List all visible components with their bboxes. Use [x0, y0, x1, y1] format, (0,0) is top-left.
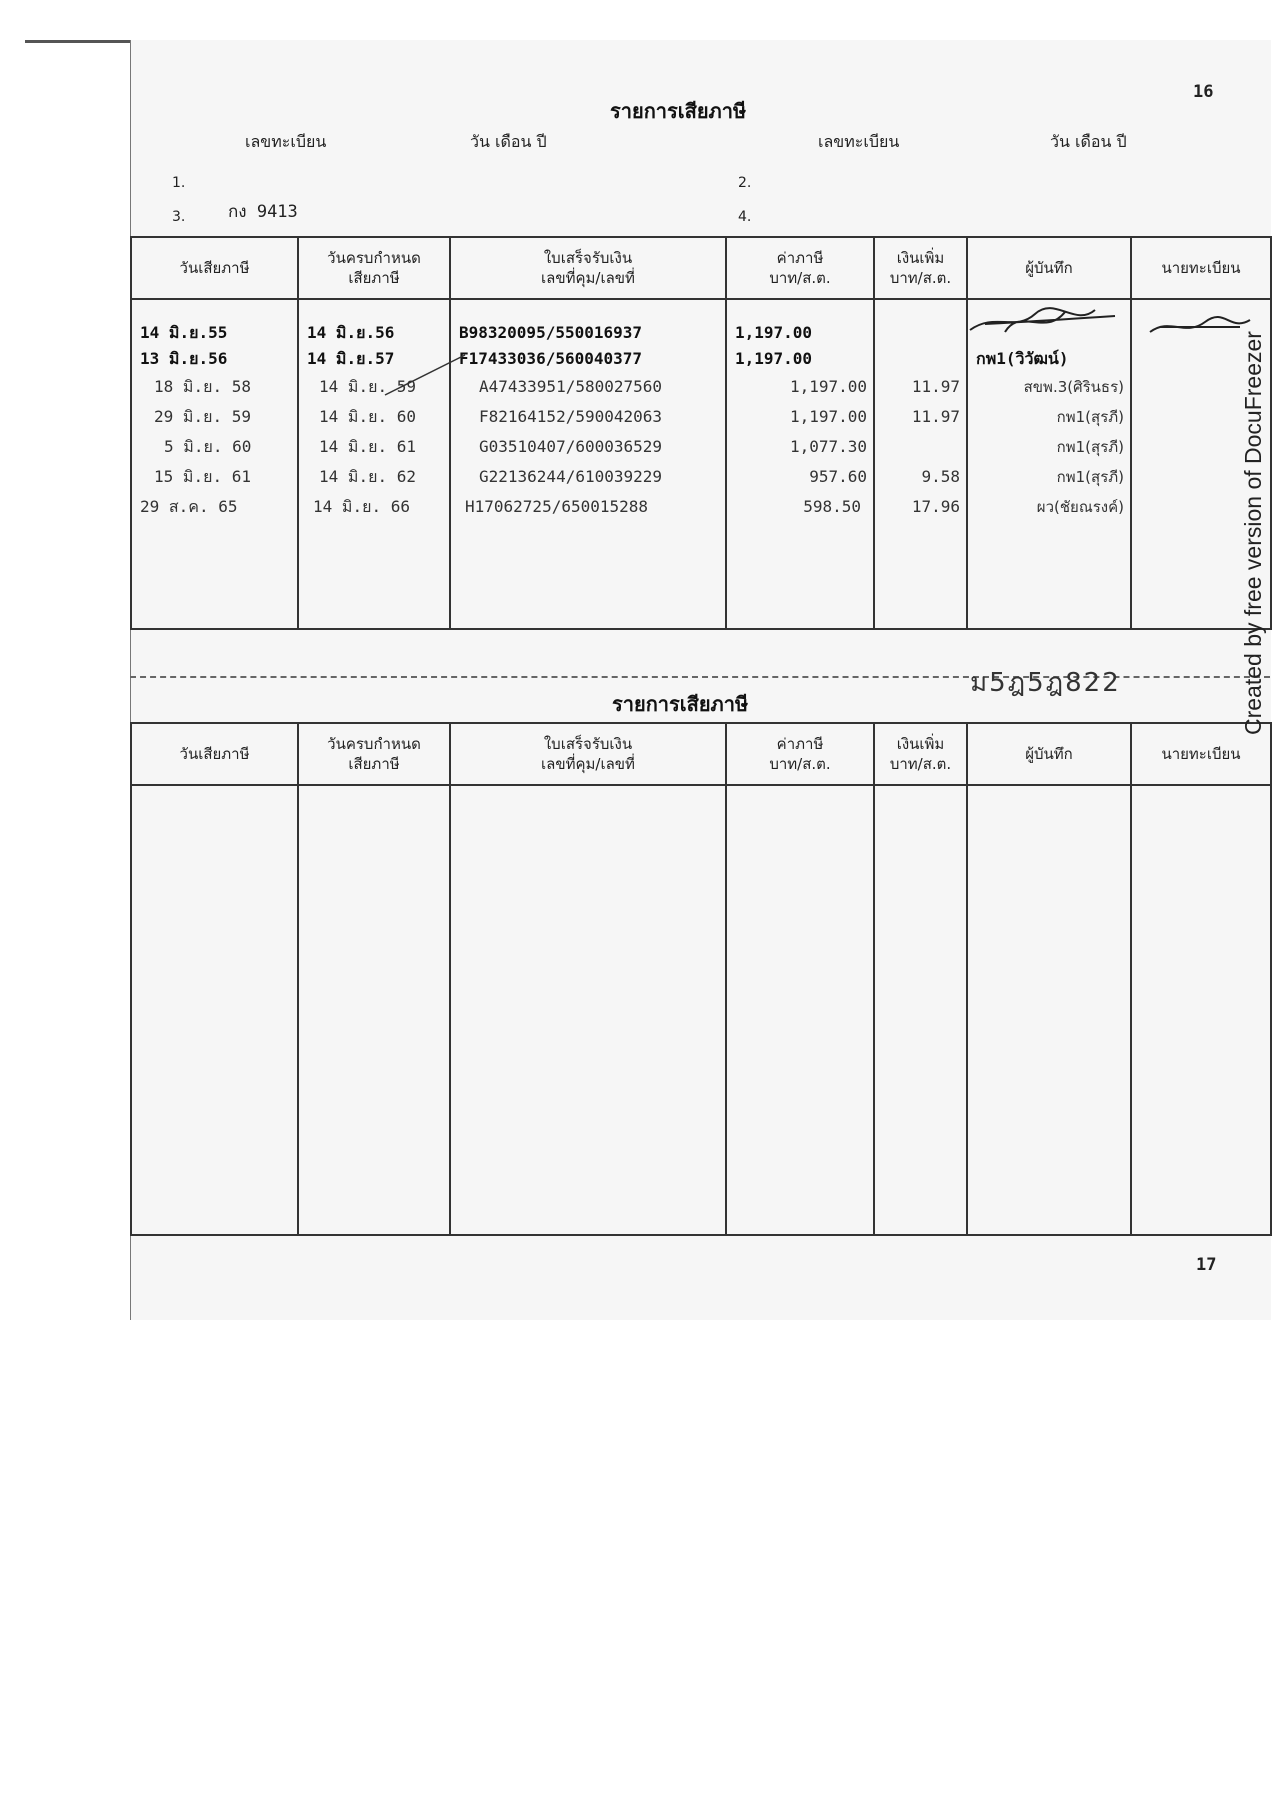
col-header-registrar-2: นายทะเบียน	[1131, 723, 1271, 785]
row2-due-date: 14 มิ.ย.57	[307, 349, 395, 368]
row4-paid-date: 29 มิ.ย. 59	[154, 407, 251, 426]
reg-header-col3: เลขทะเบียน	[818, 132, 900, 151]
row1-paid-date: 14 มิ.ย.55	[140, 323, 228, 342]
row3-recorder: สขพ.3(ศิรินธร)	[1023, 378, 1124, 396]
row5-receipt: G03510407/600036529	[479, 437, 663, 456]
row4-tax: 1,197.00	[789, 407, 867, 426]
col-header-due-date-2: วันครบกำหนด เสียภาษี	[298, 723, 450, 785]
col-header-registrar: นายทะเบียน	[1131, 237, 1271, 299]
row7-surcharge: 17.96	[911, 497, 960, 516]
row1-tax: 1,197.00	[735, 323, 813, 342]
col-header-paid-date-2: วันเสียภาษี	[131, 723, 298, 785]
page-number-top: 16	[1193, 82, 1214, 102]
row5-due-date: 14 มิ.ย. 61	[319, 437, 416, 456]
col-header-surcharge-2: เงินเพิ่ม บาท/ส.ต.	[874, 723, 967, 785]
col-header-recorder: ผู้บันทึก	[967, 237, 1131, 299]
row6-surcharge: 9.58	[921, 467, 960, 486]
row7-recorder: ผว(ชัยณรงค์)	[1036, 498, 1124, 516]
section-title-bottom: รายการเสียภาษี	[612, 692, 749, 716]
row4-surcharge: 11.97	[911, 407, 960, 426]
empty-cell	[874, 785, 967, 1235]
empty-cell	[450, 785, 726, 1235]
tax-payment-table-bottom	[130, 722, 1272, 1236]
registration-number: กง 9413	[228, 202, 298, 222]
empty-cell	[726, 785, 874, 1235]
row2-receipt: F17433036/560040377	[459, 349, 643, 368]
row1-receipt: B98320095/550016937	[459, 323, 643, 342]
row3-receipt: A47433951/580027560	[479, 377, 663, 396]
page-number-bottom: 17	[1196, 1255, 1217, 1275]
watermark-text: Created by free version of DocuFreezer	[1240, 331, 1266, 735]
row4-due-date: 14 มิ.ย. 60	[319, 407, 416, 426]
col-header-due-date: วันครบกำหนด เสียภาษี	[298, 237, 450, 299]
row3-paid-date: 18 มิ.ย. 58	[154, 377, 251, 396]
stamp-number: ม5ฎ5ฎ822	[970, 668, 1121, 698]
col-header-receipt-2: ใบเสร็จรับเงิน เลขที่คุม/เลขที่	[450, 723, 726, 785]
reg-header-col4: วัน เดือน ปี	[1050, 132, 1127, 151]
col-header-recorder-2: ผู้บันทึก	[967, 723, 1131, 785]
reg-line-label-4: 4.	[738, 209, 752, 225]
row3-surcharge: 11.97	[911, 377, 960, 396]
row6-receipt: G22136244/610039229	[479, 467, 663, 486]
row6-recorder: กพ1(สุรภี)	[1056, 468, 1124, 486]
reg-line-label-1: 1.	[172, 175, 186, 191]
reg-header-col2: วัน เดือน ปี	[470, 132, 547, 151]
row2-recorder: กพ1(วิวัฒน์)	[976, 349, 1069, 368]
row1-surcharge	[875, 320, 966, 346]
row6-paid-date: 15 มิ.ย. 61	[154, 467, 251, 486]
row2-paid-date: 13 มิ.ย.56	[140, 349, 228, 368]
empty-cell	[967, 785, 1131, 1235]
empty-cell	[131, 785, 298, 1235]
reg-header-col1: เลขทะเบียน	[245, 132, 327, 151]
col-header-receipt: ใบเสร็จรับเงิน เลขที่คุม/เลขที่	[450, 237, 726, 299]
row4-receipt: F82164152/590042063	[479, 407, 663, 426]
signature-mark-recorder	[965, 302, 1135, 342]
section-title-top: รายการเสียภาษี	[610, 99, 747, 123]
row5-tax: 1,077.30	[789, 437, 867, 456]
row7-paid-date: 29 ส.ค. 65	[140, 497, 238, 516]
row1-due-date: 14 มิ.ย.56	[307, 323, 395, 342]
row5-surcharge	[875, 432, 966, 462]
row3-tax: 1,197.00	[789, 377, 867, 396]
signature-mark-registrar	[1145, 312, 1255, 342]
row7-receipt: H17062725/650015288	[465, 497, 649, 516]
row5-paid-date: 5 มิ.ย. 60	[164, 437, 252, 456]
reg-line-label-3: 3.	[172, 209, 186, 225]
row2-surcharge	[875, 346, 966, 372]
row6-due-date: 14 มิ.ย. 62	[319, 467, 416, 486]
empty-cell	[298, 785, 450, 1235]
col-header-surcharge: เงินเพิ่ม บาท/ส.ต.	[874, 237, 967, 299]
row5-recorder: กพ1(สุรภี)	[1056, 438, 1124, 456]
tax-payment-table-top	[130, 236, 1272, 630]
col-header-tax: ค่าภาษี บาท/ส.ต.	[726, 237, 874, 299]
reg-line-label-2: 2.	[738, 175, 752, 191]
col-header-tax-2: ค่าภาษี บาท/ส.ต.	[726, 723, 874, 785]
row7-tax: 598.50	[803, 497, 861, 516]
row2-tax: 1,197.00	[735, 349, 813, 368]
row7-due-date: 14 มิ.ย. 66	[313, 497, 410, 516]
row3-due-date: 14 มิ.ย. 59	[319, 377, 416, 396]
strike-line	[380, 350, 470, 400]
col-header-paid-date: วันเสียภาษี	[131, 237, 298, 299]
row6-tax: 957.60	[809, 467, 867, 486]
row4-recorder: กพ1(สุรภี)	[1056, 408, 1124, 426]
empty-cell	[1131, 785, 1271, 1235]
